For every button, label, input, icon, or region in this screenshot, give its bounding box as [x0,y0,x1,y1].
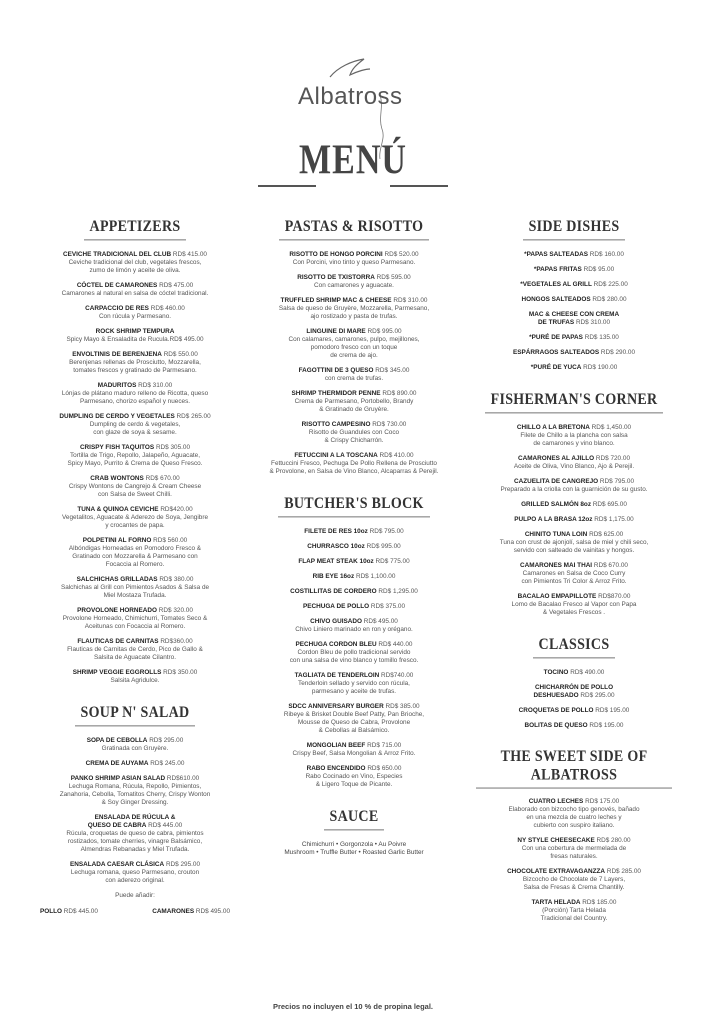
item-description: Tenderloin sellado y servido con rúcula, parmesano y aceite de trufas. [298,680,410,695]
section-title: FISHERMAN'S CORNER [485,392,664,414]
item-price: RD$ 135.00 [584,334,619,341]
item-description: Con calamares, camarones, pulpo, mejillones, pomodoro fresco con un toque de crema de ajo. [288,336,420,359]
item-price: RD$ 595.00 [376,274,411,281]
add-ons [40,892,230,916]
brand-name: Albatross [298,83,403,110]
item-price: RD$ 195.00 [595,707,630,714]
add-on-name: CAMARONES [152,908,195,915]
item-description: Con una cobertura de mermelada de fresas naturales. [521,845,627,860]
column-center [256,218,452,863]
item-price: RD$ 295.00 [149,737,184,744]
item-name: SALCHICHAS GRILLADAS [76,576,158,583]
item-name: BOLITAS DE QUESO [524,722,588,729]
item-description: Crema de Parmesano, Portobello, Brandy & Gratinado de Gruyère. [294,398,414,413]
item-name: ENVOLTINIS DE BERENJENA [72,351,162,358]
item-description: Crispy Beef, Salsa Mongolian & Arroz Frito. [292,750,416,757]
item-name: ENSALADA DE RÚCULA & QUESO DE CABRA [87,814,176,829]
sauce-section [256,796,452,857]
menu-item [256,421,452,445]
menu-item [476,669,672,677]
menu-item [256,558,452,566]
menu-item [40,282,230,298]
item-description: Vegetalitos, Aguacate & Aderezo de Soya, Jengibre y crocantes de papa. [61,514,209,529]
item-price: RD$ 475.00 [159,282,194,289]
item-name: SOPA DE CEBOLLA [86,737,148,744]
column-right [476,218,672,930]
item-description: Bizcocho de Chocolate de 7 Layers, Salsa de Fresas & Crema Chantilly. [522,876,626,891]
menu-item [256,390,452,414]
menu-item [476,296,672,304]
section-title: SOUP N' SALAD [75,705,196,727]
section-title: SAUCE [324,809,385,831]
item-price: RD$ 695.00 [592,501,627,508]
item-name: TRUFFLED SHRIMP MAC & CHEESE [280,297,392,304]
item-name: HONGOS SALTEADOS [521,296,591,303]
item-description: Con camarones y aguacate. [314,282,394,289]
item-price: RD$360.00 [160,638,193,645]
item-price: RD$ 280.00 [592,296,627,303]
item-price: RD$ 175.00 [585,798,620,805]
menu-item [40,475,230,499]
menu-item [476,311,672,327]
item-name: CROQUETAS DE POLLO [518,707,594,714]
item-name: CHICHARRÓN DE POLLO DESHUESADO [533,684,614,699]
item-name: ROCK SHRIMP TEMPURA [95,328,175,335]
item-description: Tuna con crust de ajonjolí, salsa de miel y chili seco, servido con salteado de vainitas y hongos. [499,539,649,554]
item-name: CHINITO TUNA LOIN [524,531,588,538]
item-price: RD$ 310.00 [575,319,611,326]
item-name: BACALAO EMPAPILLOTE [517,593,597,600]
item-price: RD$ 795.00 [369,528,404,535]
item-price: RD$ 245.00 [150,760,185,767]
item-description: (Porción) Tarta Helada Tradicional del Country. [540,907,608,922]
menu-item [476,684,672,700]
item-price: RD$ 995.00 [367,328,402,335]
add-ons-row [40,908,230,916]
add-on-shrimp [152,908,230,916]
item-description: Ribeye & Brisket Double Beef Patty, Pan Brioche, Mousse de Queso de Cabra, Provolone & Cebollas al Balsámico. [283,711,425,734]
menu-item [476,251,672,259]
item-name: *PURÉ DE YUCA [530,364,582,371]
item-price: RD$ 185.00 [582,899,617,906]
menu-section [256,483,452,789]
item-name: CARPACCIO DE RES [85,305,149,312]
item-name: CEVICHE TRADICIONAL DEL CLUB [63,251,172,258]
item-name: FLAUTICAS DE CARNITAS [77,638,159,645]
item-price: RD$ 95.00 [583,266,615,273]
item-price: RD$ 775.00 [375,558,410,565]
item-description: Con rúcula y Parmesano. [98,313,172,320]
item-name: CRISPY FISH TAQUITOS [79,444,155,451]
item-name: CHURRASCO 10oz [307,543,365,550]
item-price: RD$ 350.00 [163,669,198,676]
menu-section [476,379,672,617]
item-price: RD$ 375.00 [370,603,406,610]
item-price: RD$ 670.00 [593,562,628,569]
item-price: RD$870.00 [598,593,631,600]
item-price: RD$ 160.00 [589,251,624,258]
menu-item [476,516,672,524]
item-name: FETUCCINI A LA TOSCANA [294,452,378,459]
item-price: RD$ 560.00 [153,537,188,544]
add-ons-label: Puede añadir: [115,892,155,899]
item-price: RD$ 650.00 [367,765,402,772]
item-name: PULPO A LA BRASA 12oz [514,516,593,523]
sauce-list: Chimichurri • Gorgonzola • Au Poivre Mushroom • Truffle Butter • Roasted Garlic Butter [284,841,424,856]
menu-item [256,573,452,581]
item-description: Cordon Bleu de pollo tradicional servido con una salsa de vino blanco y tomillo fresco. [289,649,419,664]
menu-item [256,742,452,758]
item-description: Camarones en Salsa de Coco Curry con Pimientos Tri Color & Arroz Frito. [521,570,627,585]
menu-item [476,707,672,715]
item-name: CRAB WONTONS [90,475,144,482]
section-title: SIDE DISHES [523,219,626,241]
item-price: RD$ 730.00 [372,421,407,428]
item-description: Lechuga Romana, Rúcula, Repollo, Pimientos, Zanahoria, Cebolla, Tomatitos Cherry, Crispy Wonton & Soy Ginger Dressing. [59,783,211,806]
item-name: POLPETINI AL FORNO [82,537,152,544]
item-name: NY STYLE CHEESECAKE [517,837,595,844]
menu-item [40,638,230,662]
item-description: Gratinada con Gruyère. [101,745,169,752]
item-price: RD$ 440.00 [378,641,413,648]
item-name: TARTA HELADA [531,899,581,906]
item-price: RD$ 995.00 [366,543,401,550]
menu-item [40,737,230,753]
item-name: DUMPLING DE CERDO Y VEGETALES [59,413,175,420]
menu-section [476,624,672,730]
item-price: RD$ 495.00 [363,618,398,625]
item-price: RD$ 795.00 [599,478,635,485]
item-name: RISOTTO DE HONGO PORCINI [289,251,383,258]
item-description: Rabo Cocinado en Vino, Especies & Ligero Toque de Picante. [305,773,403,788]
item-name: RABO ENCENDIDO [306,765,366,772]
item-name: RIB EYE 16oz [312,573,355,580]
section-title: PASTAS & RISOTTO [279,219,430,241]
tip-disclaimer: Precios no incluyen el 10 % de propina legal. [272,1002,434,1011]
menu-item [256,765,452,789]
item-description: Lechuga romana, queso Parmesano, crouton con aderezo original. [70,869,200,884]
item-description: Dumpling de cerdo & vegetales, con glaze de soya & sesame. [89,421,181,436]
menu-item [40,305,230,321]
item-name: PANKO SHRIMP ASIAN SALAD [70,775,166,782]
menu-item [40,607,230,631]
item-price: RD$ 550.00 [163,351,198,358]
section-title: APPETIZERS [84,219,187,241]
item-name: *VEGETALES AL GRILL [520,281,592,288]
menu-item [256,703,452,735]
menu-item [256,297,452,321]
menu-item [476,562,672,586]
menu-section [40,218,230,685]
item-name: MONGOLIAN BEEF [306,742,366,749]
item-description: Spicy Mayo & Ensaladita de Rucula.RD$ 495.00 [66,336,204,343]
menu-item [476,722,672,730]
item-name: TUNA & QUINOA CEVICHE [77,506,159,513]
item-price: RD$ 380.00 [159,576,194,583]
menu-item [476,593,672,617]
item-price: RD$ 190.00 [583,364,618,371]
menu-item [256,588,452,596]
menu-item [476,837,672,861]
item-name: FLAP MEAT STEAK 10oz [298,558,374,565]
item-price: RD$ 295.00 [165,861,201,868]
item-name: CÓCTEL DE CAMARONES [76,282,158,289]
menu-item [40,861,230,885]
item-name: PECHUGA CORDON BLEU [295,641,377,648]
item-description: Fettuccini Fresco, Pechuga De Pollo Rellena de Prosciutto & Provolone, en Salsa de Vino Blanco, Alcaparras & Perejil. [269,460,439,475]
item-price: RD$ 460.00 [150,305,185,312]
item-price: RD$ 720.00 [595,455,630,462]
item-name: CAMARONES MAI THAI [520,562,593,569]
menu-item [256,603,452,611]
item-price: RD$ 490.00 [570,669,605,676]
item-name: CUATRO LECHES [528,798,584,805]
item-name: ENSALADA CAESAR CLÁSICA [69,861,165,868]
item-price: RD$ 1,175.00 [594,516,634,523]
item-description: Albóndigas Horneadas en Pomodoro Fresco & Gratinado con Mozzarella & Parmesano con Focaccia al Romero. [68,545,202,568]
item-price: RD$740.00 [381,672,414,679]
item-name: SDCC ANNIVERSARY BURGER [288,703,384,710]
item-price: RD$ 195.00 [589,722,624,729]
menu-section [40,692,230,885]
menu-item [40,251,230,275]
menu-item [256,251,452,267]
menu-item [476,501,672,509]
menu-item [476,899,672,923]
item-description: Crispy Wontons de Cangrejo & Cream Cheese con Salsa de Sweet Chilli. [68,483,202,498]
item-price: RD$ 265.00 [176,413,211,420]
item-description: Risotto de Guandules con Coco & Crispy Chicharrón. [308,429,400,444]
item-name: MAC & CHEESE CON CREMA DE TRUFAS [528,311,620,326]
item-name: CAMARONES AL AJILLO [518,455,595,462]
add-on-chicken [40,908,98,916]
title-rule-right [390,185,448,187]
menu-item [256,274,452,290]
item-description: Salchichas al Grill con Pimientos Asados & Salsa de Miel Mostaza Trufada. [60,584,210,599]
menu-item [256,452,452,476]
add-on-price: RD$ 495.00 [195,908,230,915]
item-name: TAGLIATA DE TENDERLOIN [294,672,380,679]
item-price: RD$ 1,100.00 [355,573,396,580]
menu-item [40,506,230,530]
item-description: Preparado a la criolla con la guarnición de su gusto. [500,486,648,493]
menu-item [40,382,230,406]
item-price: RD$ 345.00 [375,367,410,374]
item-description: Camarones al natural en salsa de cóctel tradicional. [61,290,209,297]
menu-item [256,618,452,634]
menu-item [256,328,452,360]
item-name: LINGUINE DI MARE [306,328,366,335]
menu-item [40,760,230,768]
item-price: RD$420.00 [160,506,193,513]
menu-item [256,528,452,536]
item-description: Filete de Chillo a la plancha con salsa de camarones y vino blanco. [520,432,628,447]
item-name: CHIVO GUISADO [310,618,362,625]
item-description: Lomo de Bacalao Fresco al Vapor con Papa & Vegetales Frescos . [511,601,637,616]
item-price: RD$ 410.00 [379,452,414,459]
menu-item [476,334,672,342]
menu-item [476,281,672,289]
item-description: Salsa de queso de Gruyère, Mozzarella, Parmesano, ajo rostizado y pasta de trufas. [278,305,430,320]
item-name: SHRIMP THERMIDOR PENNE [291,390,381,397]
item-price: RD$ 305.00 [155,444,191,451]
item-price: RD$ 715.00 [367,742,402,749]
menu-item [476,531,672,555]
item-name: FILETE DE RES 10oz [304,528,368,535]
add-on-name: POLLO [40,908,63,915]
menu-item [40,775,230,807]
item-price: RD$ 445.00 [148,822,183,829]
item-description: Flauticas de Carnitas de Cerdo, Pico de Gallo & Salsita de Aguacate Cilantro. [67,646,203,661]
menu-item [40,328,230,344]
item-name: CHOCOLATE EXTRAVAGANZZA [507,868,606,875]
menu-item [40,444,230,468]
add-on-price: RD$ 445.00 [63,908,98,915]
item-name: SHRIMP VEGGIE EGGROLLS [72,669,162,676]
item-price: RD$ 310.00 [393,297,428,304]
item-name: *PAPAS SALTEADAS [524,251,589,258]
menu-item [256,641,452,665]
item-price: RD$ 1,295.00 [378,588,418,595]
menu-item [40,814,230,854]
menu-item [476,478,672,494]
title-rule-left [258,185,316,187]
item-name: RISOTTO DE TXISTORRA [297,274,375,281]
item-price: RD$ 225.00 [593,281,628,288]
menu-item [256,543,452,551]
item-description: Lónjas de plátano maduro relleno de Ricotta, queso Parmesano, chorizo español y nueces. [61,390,209,405]
item-name: COSTILLITAS DE CORDERO [290,588,377,595]
section-title: CLASSICS [533,637,616,659]
item-name: *PURÉ DE PAPAS [529,334,583,341]
item-name: GRILLED SALMÓN 8oz [521,501,592,508]
item-description: Provolone Horneado, Chimichurri, Tomates Seco & Aceitunas con Focaccia al Romero. [62,615,208,630]
item-price: RD$ 280.00 [596,837,631,844]
item-description: Elaborado con bizcocho tipo genovés, bañado en una mezcla de cuatro leches y cubierto con suspiro italiano. [508,806,640,829]
item-price: RD$ 385.00 [385,703,420,710]
menu-item [40,576,230,600]
menu-section [256,218,452,476]
item-name: ESPÁRRAGOS SALTEADOS [512,349,600,356]
section-title: BUTCHER'S BLOCK [278,496,429,518]
item-name: RISOTTO CAMPESINO [301,421,371,428]
item-description: Ceviche tradicional del club, vegetales frescos, zumo de limón y aceite de oliva. [68,259,202,274]
item-description: Salsita Agridulce. [110,677,160,684]
item-name: PROVOLONE HORNEADO [77,607,157,614]
item-price: RD$ 890.00 [382,390,417,397]
item-price: RD$ 285.00 [606,868,641,875]
item-name: CREMA DE AUYAMA [85,760,149,767]
menu-item [256,367,452,383]
item-description: Rúcula, croquetas de queso de cabra, pimientos rostizados, tomate cherries, vinagre Balsámico, Almendras Rebanadas y Miel Trufada. [66,830,204,853]
menu-section [476,737,672,923]
item-description: Tortilla de Trigo, Repollo, Jalapeño, Aguacate, Spicy Mayo, Purrito & Crema de Queso Fresco. [67,452,203,467]
item-description: Chivo Liniero marinado en ron y orégano. [295,626,413,633]
item-name: PECHUGA DE POLLO [302,603,370,610]
menu-item [476,266,672,274]
item-price: RD$ 520.00 [384,251,419,258]
menu-item [476,364,672,372]
item-price: RD$ 1,450.00 [591,424,632,431]
menu-item [40,537,230,569]
item-name: MADURITOS [97,382,137,389]
menu-item [476,868,672,892]
menu-item [476,349,672,357]
item-price: RD$ 290.00 [600,349,636,356]
item-name: FAGOTTINI DE 3 QUESO [298,367,374,374]
item-price: RD$ 415.00 [172,251,207,258]
item-description: Con Porcini, vino tinto y queso Parmesano. [292,259,416,266]
item-price: RD$ 295.00 [580,692,615,699]
item-name: TOCINO [543,669,569,676]
menu-section [476,218,672,372]
menu-item [476,798,672,830]
menu-item [476,455,672,471]
menu-item [40,413,230,437]
item-name: CHILLO A LA BRETONA [516,424,590,431]
item-description: con crema de trufas. [324,375,384,382]
column-left [40,218,230,916]
menu-item [256,672,452,696]
section-title: THE SWEET SIDE OF ALBATROSS [476,748,672,788]
item-name: CAZUELITA DE CANGREJO [513,478,599,485]
item-price: RD$610.00 [166,775,200,782]
menu-item [40,351,230,375]
item-price: RD$ 670.00 [145,475,180,482]
item-name: *PAPAS FRITAS [533,266,582,273]
menu-item [476,424,672,448]
item-price: RD$ 625.00 [589,531,624,538]
item-description: Aceite de Oliva, Vino Blanco, Ajo & Perejil. [513,463,635,470]
menu-title: MENÚ [299,137,407,184]
menu-item [40,669,230,685]
item-description: Berenjenas rellenas de Prosciutto, Mozzarella, tomates frescos y gratinado de Parmesano. [69,359,201,374]
item-price: RD$ 320.00 [158,607,193,614]
item-price: RD$ 310.00 [138,382,173,389]
